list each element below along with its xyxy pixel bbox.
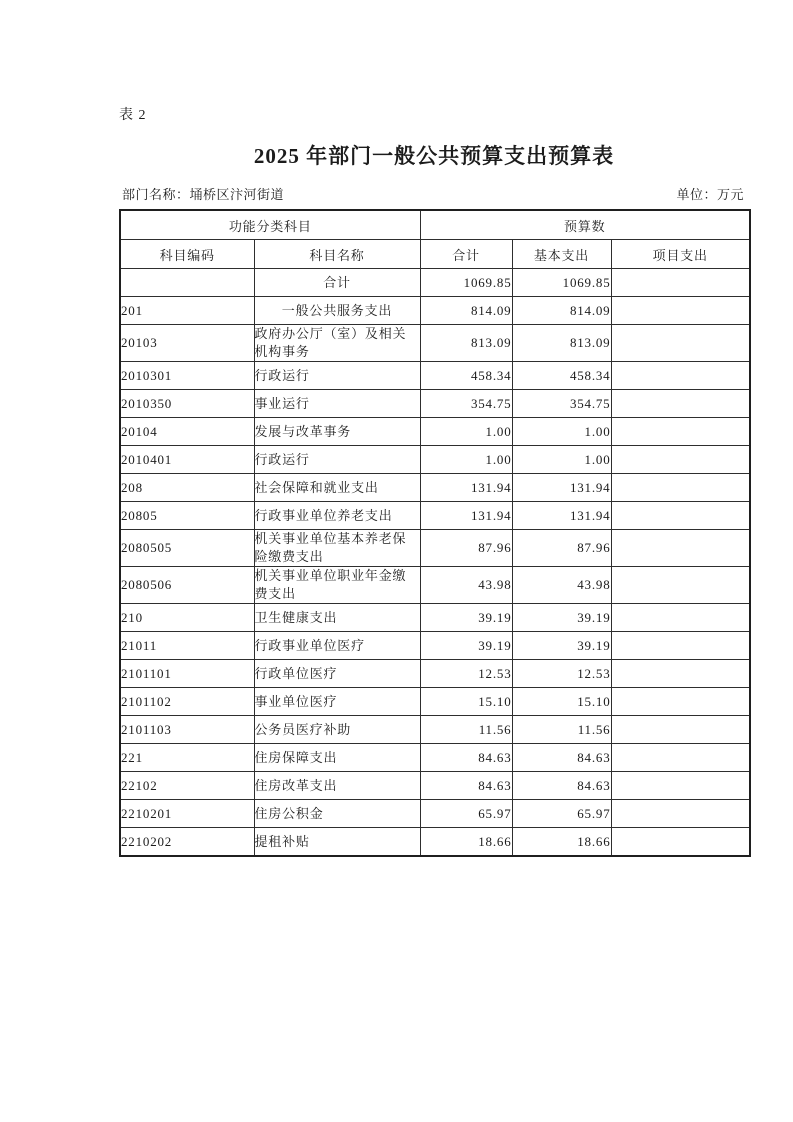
subject-name-cell: 发展与改革事务 (254, 418, 420, 446)
subject-code-cell: 2210202 (120, 828, 254, 857)
subject-code-cell: 2010350 (120, 390, 254, 418)
subject-code-cell: 221 (120, 744, 254, 772)
unit-label: 单位：万元 (676, 187, 744, 202)
project-expenditure-cell (611, 604, 750, 632)
subject-name-cell: 合计 (254, 269, 420, 297)
subject-code-cell: 2210201 (120, 800, 254, 828)
basic-expenditure-cell: 39.19 (512, 604, 611, 632)
table-row (120, 474, 750, 502)
total-cell: 458.34 (420, 362, 512, 390)
basic-expenditure-cell: 12.53 (512, 660, 611, 688)
table-meta-row (122, 184, 744, 203)
table-row (120, 828, 750, 857)
table-row (120, 530, 750, 567)
project-expenditure-cell (611, 772, 750, 800)
subject-code-cell: 208 (120, 474, 254, 502)
project-expenditure-cell (611, 800, 750, 828)
subject-code-cell: 22102 (120, 772, 254, 800)
total-cell: 1.00 (420, 446, 512, 474)
subject-code-cell: 2010301 (120, 362, 254, 390)
header-budget-figures: 预算数 (420, 210, 750, 240)
table-row (120, 772, 750, 800)
project-expenditure-cell (611, 390, 750, 418)
basic-expenditure-cell: 84.63 (512, 772, 611, 800)
basic-expenditure-cell: 43.98 (512, 567, 611, 604)
subject-name-cell: 行政运行 (254, 446, 420, 474)
basic-expenditure-cell: 11.56 (512, 716, 611, 744)
total-cell: 1.00 (420, 418, 512, 446)
total-cell: 813.09 (420, 325, 512, 362)
header-columns-row (120, 240, 750, 269)
basic-expenditure-cell: 131.94 (512, 474, 611, 502)
total-cell: 84.63 (420, 772, 512, 800)
column-header-project-expenditure: 项目支出 (611, 240, 750, 269)
subject-name-cell: 事业运行 (254, 390, 420, 418)
table-row (120, 418, 750, 446)
total-cell: 43.98 (420, 567, 512, 604)
project-expenditure-cell (611, 502, 750, 530)
subject-code-cell: 21011 (120, 632, 254, 660)
subject-name-cell: 行政事业单位医疗 (254, 632, 420, 660)
column-header-basic-expenditure: 基本支出 (512, 240, 611, 269)
basic-expenditure-cell: 87.96 (512, 530, 611, 567)
project-expenditure-cell (611, 744, 750, 772)
table-row (120, 800, 750, 828)
subject-name-cell: 住房改革支出 (254, 772, 420, 800)
subject-name-cell: 政府办公厅（室）及相关机构事务 (254, 325, 420, 362)
subject-name-cell: 住房公积金 (254, 800, 420, 828)
page-title: 2025 年部门一般公共预算支出预算表 (253, 144, 615, 168)
basic-expenditure-cell: 18.66 (512, 828, 611, 857)
total-cell: 12.53 (420, 660, 512, 688)
header-functional-classification: 功能分类科目 (120, 210, 420, 240)
subject-name-cell: 事业单位医疗 (254, 688, 420, 716)
project-expenditure-cell (611, 474, 750, 502)
total-cell: 39.19 (420, 632, 512, 660)
budget-table (119, 209, 751, 857)
subject-code-cell: 2080506 (120, 567, 254, 604)
project-expenditure-cell (611, 530, 750, 567)
project-expenditure-cell (611, 269, 750, 297)
basic-expenditure-cell: 458.34 (512, 362, 611, 390)
total-cell: 131.94 (420, 502, 512, 530)
subject-name-cell: 一般公共服务支出 (254, 297, 420, 325)
subject-name-cell: 行政事业单位养老支出 (254, 502, 420, 530)
project-expenditure-cell (611, 297, 750, 325)
column-header-subject-name: 科目名称 (254, 240, 420, 269)
basic-expenditure-cell: 1.00 (512, 446, 611, 474)
table-row (120, 604, 750, 632)
subject-code-cell: 201 (120, 297, 254, 325)
table-number-label: 表 2 (119, 108, 147, 123)
subject-name-cell: 提租补贴 (254, 828, 420, 857)
table-row (120, 362, 750, 390)
project-expenditure-cell (611, 567, 750, 604)
table-row (120, 744, 750, 772)
total-cell: 65.97 (420, 800, 512, 828)
project-expenditure-cell (611, 716, 750, 744)
basic-expenditure-cell: 1.00 (512, 418, 611, 446)
subject-code-cell: 20104 (120, 418, 254, 446)
total-cell: 18.66 (420, 828, 512, 857)
department-name-label: 部门名称：埇桥区汴河街道 (122, 187, 285, 202)
subject-code-cell: 2080505 (120, 530, 254, 567)
subject-name-cell: 住房保障支出 (254, 744, 420, 772)
project-expenditure-cell (611, 446, 750, 474)
basic-expenditure-cell: 131.94 (512, 502, 611, 530)
subject-name-cell: 卫生健康支出 (254, 604, 420, 632)
subject-name-cell: 社会保障和就业支出 (254, 474, 420, 502)
subject-code-cell: 2101102 (120, 688, 254, 716)
subject-code-cell: 210 (120, 604, 254, 632)
header-group-row (120, 210, 750, 240)
subject-code-cell: 2010401 (120, 446, 254, 474)
table-row (120, 446, 750, 474)
total-cell: 39.19 (420, 604, 512, 632)
subject-code-cell: 2101103 (120, 716, 254, 744)
total-cell: 84.63 (420, 744, 512, 772)
total-cell: 15.10 (420, 688, 512, 716)
subject-code-cell: 20805 (120, 502, 254, 530)
total-cell: 11.56 (420, 716, 512, 744)
total-cell: 1069.85 (420, 269, 512, 297)
total-cell: 814.09 (420, 297, 512, 325)
basic-expenditure-cell: 84.63 (512, 744, 611, 772)
subject-name-cell: 行政运行 (254, 362, 420, 390)
basic-expenditure-cell: 354.75 (512, 390, 611, 418)
table-row (120, 390, 750, 418)
project-expenditure-cell (611, 688, 750, 716)
subject-name-cell: 机关事业单位基本养老保险缴费支出 (254, 530, 420, 567)
total-cell: 131.94 (420, 474, 512, 502)
column-header-subject-code: 科目编码 (120, 240, 254, 269)
column-header-total: 合计 (420, 240, 512, 269)
subject-name-cell: 公务员医疗补助 (254, 716, 420, 744)
total-cell: 354.75 (420, 390, 512, 418)
table-row (120, 325, 750, 362)
subject-code-cell: 20103 (120, 325, 254, 362)
basic-expenditure-cell: 813.09 (512, 325, 611, 362)
basic-expenditure-cell: 39.19 (512, 632, 611, 660)
project-expenditure-cell (611, 632, 750, 660)
project-expenditure-cell (611, 362, 750, 390)
subject-code-cell (120, 269, 254, 297)
basic-expenditure-cell: 814.09 (512, 297, 611, 325)
table-row (120, 716, 750, 744)
table-row (120, 297, 750, 325)
basic-expenditure-cell: 1069.85 (512, 269, 611, 297)
table-body (120, 269, 750, 857)
table-row (120, 632, 750, 660)
total-cell: 87.96 (420, 530, 512, 567)
project-expenditure-cell (611, 418, 750, 446)
table-row (120, 660, 750, 688)
table-row (120, 269, 750, 297)
subject-name-cell: 行政单位医疗 (254, 660, 420, 688)
project-expenditure-cell (611, 325, 750, 362)
basic-expenditure-cell: 15.10 (512, 688, 611, 716)
table-row (120, 688, 750, 716)
project-expenditure-cell (611, 660, 750, 688)
subject-code-cell: 2101101 (120, 660, 254, 688)
basic-expenditure-cell: 65.97 (512, 800, 611, 828)
table-row (120, 502, 750, 530)
table-row (120, 567, 750, 604)
project-expenditure-cell (611, 828, 750, 857)
subject-name-cell: 机关事业单位职业年金缴费支出 (254, 567, 420, 604)
